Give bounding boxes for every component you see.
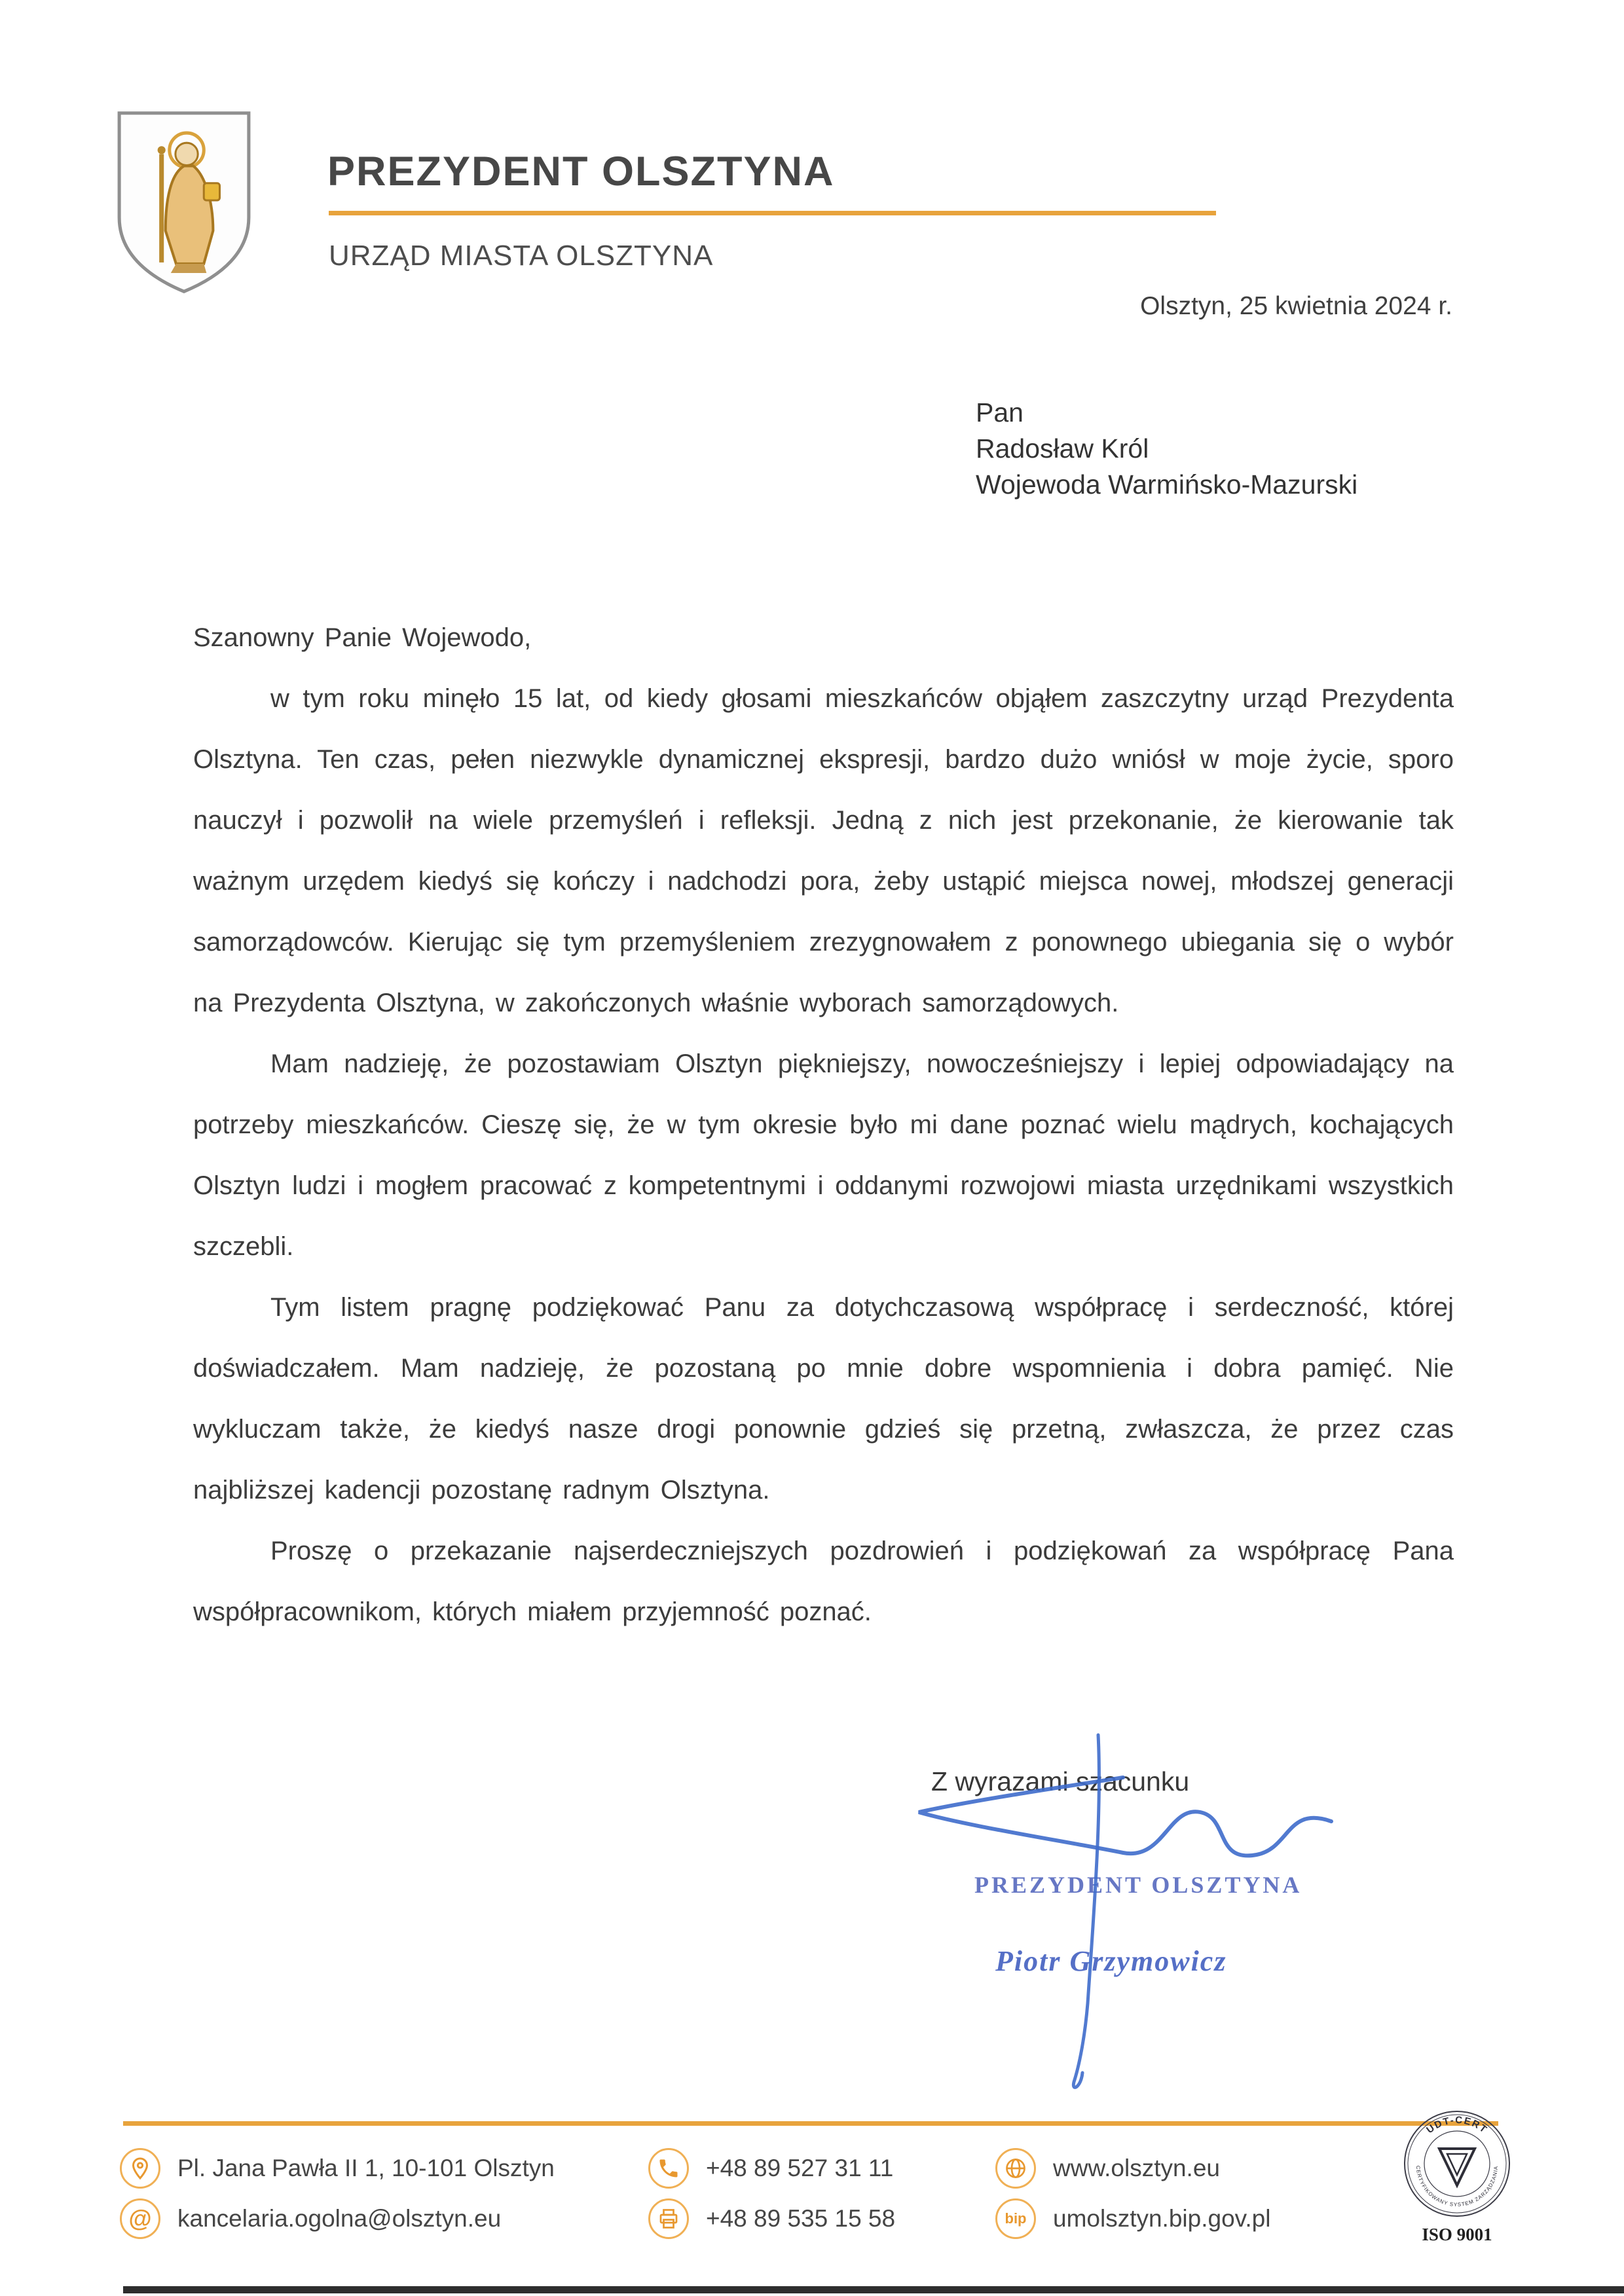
- header-divider: [329, 211, 1216, 215]
- footer-bip-text: umolsztyn.bip.gov.pl: [1053, 2205, 1271, 2232]
- footer-fax: [648, 2198, 895, 2239]
- paragraph-3: Tym listem pragnę podziękować Panu za dotychczasową współpracę i serdeczność, której doświadczałem. Mam nadzieję, że pozostaną po mnie dobre wspomnienia i dobra pamięć. Nie wykluczam także, że kiedyś nasze drogi ponownie gdzieś się przetną, zwłaszcza, że przez czas najbliższej kadencji pozostanę radnym Olsztyna.: [193, 1293, 1454, 1504]
- stamp-office-title: PREZYDENT OLSZTYNA: [974, 1872, 1302, 1898]
- footer-phone: [648, 2148, 893, 2189]
- handwritten-signature: [907, 1728, 1365, 2108]
- letter-body: [193, 608, 1454, 1643]
- recipient-name: Radosław Król: [976, 433, 1149, 464]
- date-line: Olsztyn, 25 kwietnia 2024 r.: [1140, 292, 1452, 320]
- footer-phone-text: +48 89 527 31 11: [706, 2155, 894, 2181]
- phone-icon: [648, 2148, 689, 2189]
- scan-artifact-strip: [123, 2286, 1624, 2293]
- letterhead-title: PREZYDENT OLSZTYNA: [327, 149, 835, 194]
- footer-website: [995, 2148, 1220, 2189]
- iso-9001-label: ISO 9001: [1422, 2225, 1492, 2244]
- footer-bip: [995, 2198, 1270, 2239]
- salutation: Szanowny Panie Wojewodo,: [193, 623, 532, 652]
- olsztyn-coat-of-arms-icon: [111, 106, 257, 297]
- stamp-signer-name: Piotr Grzymowicz: [995, 1945, 1227, 1977]
- footer-address: [120, 2148, 555, 2189]
- footer-divider: [123, 2121, 1498, 2126]
- svg-text:UDT-CERT: [1424, 2115, 1490, 2136]
- email-at-icon: @: [120, 2198, 160, 2239]
- location-pin-icon: [120, 2148, 160, 2189]
- paragraph-2: Mam nadzieję, że pozostawiam Olsztyn piękniejszy, nowocześniejszy i lepiej odpowiadający na potrzeby mieszkańców. Cieszę się, że w tym okresie było mi dane poznać wielu mądrych, kochających Olsztyn ludzi i mogłem pracować z kompetentnymi i oddanymi rozwojowi miasta urzędnikami wszystkich szczebli.: [193, 1049, 1454, 1261]
- paragraph-1: w tym roku minęło 15 lat, od kiedy głosami mieszkańców objąłem zaszczytny urząd Prezydenta Olsztyna. Ten czas, pełen niezwykle dynamicznej ekspresji, bardzo dużo wniósł w moje życie, sporo nauczył i pozwolił na wiele przemyśleń i refleksji. Jedną z nich jest przekonanie, że kierowanie tak ważnym urzędem kiedyś się kończy i nadchodzi pora, żeby ustąpić miejsca nowej, młodszej generacji samorządowców. Kierując się tym przemyśleniem zrezygnowałem z ponownego ubiegania się o wybór na Prezydenta Olsztyna, w zakończonych właśnie wyborach samorządowych.: [193, 684, 1454, 1017]
- footer-email-text: kancelaria.ogolna@olsztyn.eu: [177, 2205, 502, 2232]
- recipient-title: Wojewoda Warmińsko-Mazurski: [976, 469, 1358, 500]
- footer-email: [120, 2198, 501, 2239]
- seal-ring-text: CERTYFIKOWANY SYSTEM ZARZĄDZANIA: [1414, 2165, 1500, 2208]
- recipient-block: [976, 395, 1357, 503]
- recipient-line: Pan: [976, 397, 1024, 428]
- seal-top-text: UDT-CERT: [1424, 2114, 1490, 2136]
- fax-icon: [648, 2198, 689, 2239]
- footer-fax-text: +48 89 535 15 58: [706, 2205, 896, 2232]
- udt-cert-seal: [1401, 2108, 1513, 2219]
- bip-icon: bip: [995, 2198, 1036, 2239]
- closing-phrase: Z wyrazami szacunku: [931, 1766, 1190, 1796]
- footer-website-text: www.olsztyn.eu: [1053, 2155, 1220, 2181]
- paragraph-4: Proszę o przekazanie najserdeczniejszych pozdrowień i podziękowań za współpracę Pana współpracownikom, których miałem przyjemność poznać.: [193, 1537, 1454, 1626]
- letterhead-subtitle: URZĄD MIASTA OLSZTYNA: [329, 240, 714, 272]
- globe-icon: [995, 2148, 1036, 2189]
- footer-address-text: Pl. Jana Pawła II 1, 10-101 Olsztyn: [177, 2155, 555, 2181]
